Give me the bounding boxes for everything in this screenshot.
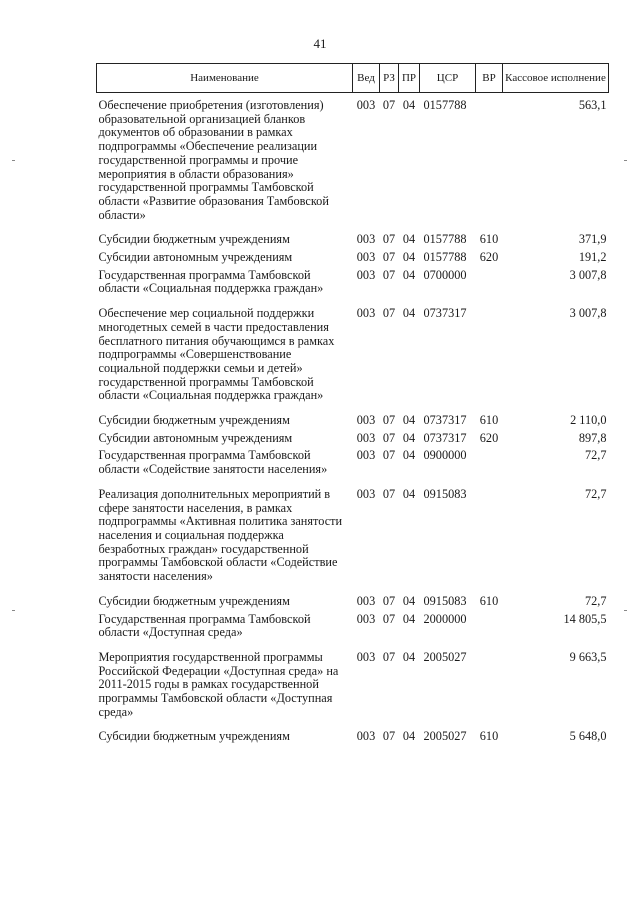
row-pr: 04 <box>402 611 416 626</box>
row-csr: 0915083 <box>423 486 467 501</box>
table-header <box>97 64 609 93</box>
table-row <box>97 406 609 432</box>
row-rz: 07 <box>382 593 396 608</box>
row-sum: 3 007,8 <box>569 267 607 282</box>
row-pr: 04 <box>402 306 416 321</box>
row-rz: 07 <box>382 611 396 626</box>
table-row <box>97 299 609 406</box>
row-pr: 04 <box>402 98 416 112</box>
row-rz: 07 <box>382 413 396 428</box>
row-ved: 003 <box>356 267 376 282</box>
row-ved: 003 <box>356 649 376 664</box>
row-pr: 04 <box>402 448 416 463</box>
header-pr: ПР <box>399 64 420 93</box>
row-sum: 72,7 <box>584 486 607 501</box>
row-pr: 04 <box>402 250 416 265</box>
row-ved: 003 <box>356 611 376 626</box>
table-row <box>97 449 609 479</box>
table-row <box>97 269 609 299</box>
row-sum: 9 663,5 <box>569 649 607 664</box>
row-pr: 04 <box>402 232 416 247</box>
row-name: Обеспечение приобретения (изготовления) образовательной организацией бланков документов об образовании в рамках подпрограммы «Обеспечение реализации государственной программы и прочие мероприятия в области образования» государственной программы Тамбовской области «Развитие образования Тамбовской области» <box>98 98 329 222</box>
row-sum: 897,8 <box>578 430 607 445</box>
row-vr: 610 <box>479 593 499 608</box>
row-ved: 003 <box>356 593 376 608</box>
header-rz: РЗ <box>380 64 399 93</box>
row-sum: 3 007,8 <box>569 306 607 321</box>
row-vr <box>476 480 503 587</box>
row-csr: 2000000 <box>423 611 467 626</box>
row-sum: 563,1 <box>578 98 607 112</box>
row-vr <box>476 93 503 226</box>
row-ved: 003 <box>356 430 376 445</box>
header-csr: ЦСР <box>420 64 476 93</box>
row-ved: 003 <box>356 448 376 463</box>
row-rz: 07 <box>382 486 396 501</box>
header-ved: Вед <box>353 64 380 93</box>
row-rz: 07 <box>382 649 396 664</box>
row-rz: 07 <box>382 448 396 463</box>
row-name: Субсидии бюджетным учреждениям <box>98 413 290 428</box>
row-vr <box>476 643 503 723</box>
row-csr: 0737317 <box>423 430 467 445</box>
row-rz: 07 <box>382 430 396 445</box>
row-vr: 610 <box>479 232 499 247</box>
scan-edge-mark <box>624 610 627 611</box>
row-name: Мероприятия государственной программы Российской Федерации «Доступная среда» на 2011-2015 годы в рамках государственной программы Тамбовской области «Доступная среда» <box>98 649 339 719</box>
row-rz: 07 <box>382 267 396 282</box>
row-ved: 003 <box>356 729 376 744</box>
row-ved: 003 <box>356 232 376 247</box>
row-pr: 04 <box>402 486 416 501</box>
header-name: Наименование <box>97 64 353 93</box>
row-name: Субсидии бюджетным учреждениям <box>98 593 290 608</box>
row-sum: 5 648,0 <box>569 729 607 744</box>
row-pr: 04 <box>402 649 416 664</box>
page-number: 41 <box>313 36 327 51</box>
table-row <box>97 643 609 723</box>
row-csr: 2005027 <box>423 729 467 744</box>
row-csr: 0157788 <box>423 98 467 112</box>
row-vr: 620 <box>479 250 499 265</box>
row-vr: 610 <box>479 413 499 428</box>
row-name: Государственная программа Тамбовской области «Социальная поддержка граждан» <box>98 267 324 296</box>
row-sum: 14 805,5 <box>563 611 607 626</box>
row-name: Обеспечение мер социальной поддержки многодетных семей в части предоставления бесплатного питания обучающимся в рамках подпрограммы «Совершенствование социальной поддержки семьи и детей» государственной программы Тамбовской области «Социальная поддержка граждан» <box>98 306 335 403</box>
row-csr: 0900000 <box>423 448 467 463</box>
table-row <box>97 613 609 643</box>
table-row <box>97 587 609 613</box>
row-pr: 04 <box>402 729 416 744</box>
row-csr: 0157788 <box>423 250 467 265</box>
row-vr: 620 <box>479 430 499 445</box>
row-rz: 07 <box>382 232 396 247</box>
row-sum: 371,9 <box>578 232 607 247</box>
row-ved: 003 <box>356 98 376 112</box>
row-name: Государственная программа Тамбовской области «Доступная среда» <box>98 611 311 640</box>
row-pr: 04 <box>402 593 416 608</box>
header-sum: Кассовое исполнение <box>503 64 609 93</box>
row-name: Государственная программа Тамбовской области «Содействие занятости населения» <box>98 448 328 477</box>
row-vr: 610 <box>479 729 499 744</box>
row-pr: 04 <box>402 267 416 282</box>
row-vr <box>476 269 503 299</box>
table-row <box>97 722 609 748</box>
row-name: Субсидии автономным учреждениям <box>98 430 293 445</box>
table-row <box>97 93 609 226</box>
row-csr: 2005027 <box>423 649 467 664</box>
row-sum: 2 110,0 <box>570 413 607 428</box>
row-sum: 72,7 <box>584 593 607 608</box>
row-name: Реализация дополнительных мероприятий в сфере занятости населения, в рамках подпрограммы «Активная политика занятости населения и социальная поддержка безработных граждан» государственной программы Тамбовской области «Содействие занятости населения» <box>98 486 343 584</box>
row-csr: 0915083 <box>423 593 467 608</box>
row-name: Субсидии автономным учреждениям <box>98 250 293 265</box>
table-row <box>97 251 609 269</box>
table-body <box>97 93 609 749</box>
row-ved: 003 <box>356 250 376 265</box>
row-csr: 0700000 <box>423 267 467 282</box>
row-rz: 07 <box>382 306 396 321</box>
budget-execution-table <box>96 63 609 748</box>
row-sum: 72,7 <box>584 448 607 463</box>
scan-edge-mark <box>624 160 627 161</box>
row-ved: 003 <box>356 306 376 321</box>
row-name: Субсидии бюджетным учреждениям <box>98 232 290 247</box>
row-rz: 07 <box>382 98 396 112</box>
row-csr: 0157788 <box>423 232 467 247</box>
row-rz: 07 <box>382 729 396 744</box>
row-vr <box>476 449 503 479</box>
scan-edge-mark <box>12 160 15 161</box>
row-ved: 003 <box>356 486 376 501</box>
table-row <box>97 225 609 251</box>
row-vr <box>476 299 503 406</box>
row-pr: 04 <box>402 413 416 428</box>
row-pr: 04 <box>402 430 416 445</box>
row-name: Субсидии бюджетным учреждениям <box>98 729 290 744</box>
table-row <box>97 480 609 587</box>
table-row <box>97 432 609 450</box>
row-sum: 191,2 <box>578 250 607 265</box>
row-rz: 07 <box>382 250 396 265</box>
row-csr: 0737317 <box>423 306 467 321</box>
row-csr: 0737317 <box>423 413 467 428</box>
row-vr <box>476 613 503 643</box>
scan-edge-mark <box>12 610 15 611</box>
header-vr: ВР <box>476 64 503 93</box>
row-ved: 003 <box>356 413 376 428</box>
